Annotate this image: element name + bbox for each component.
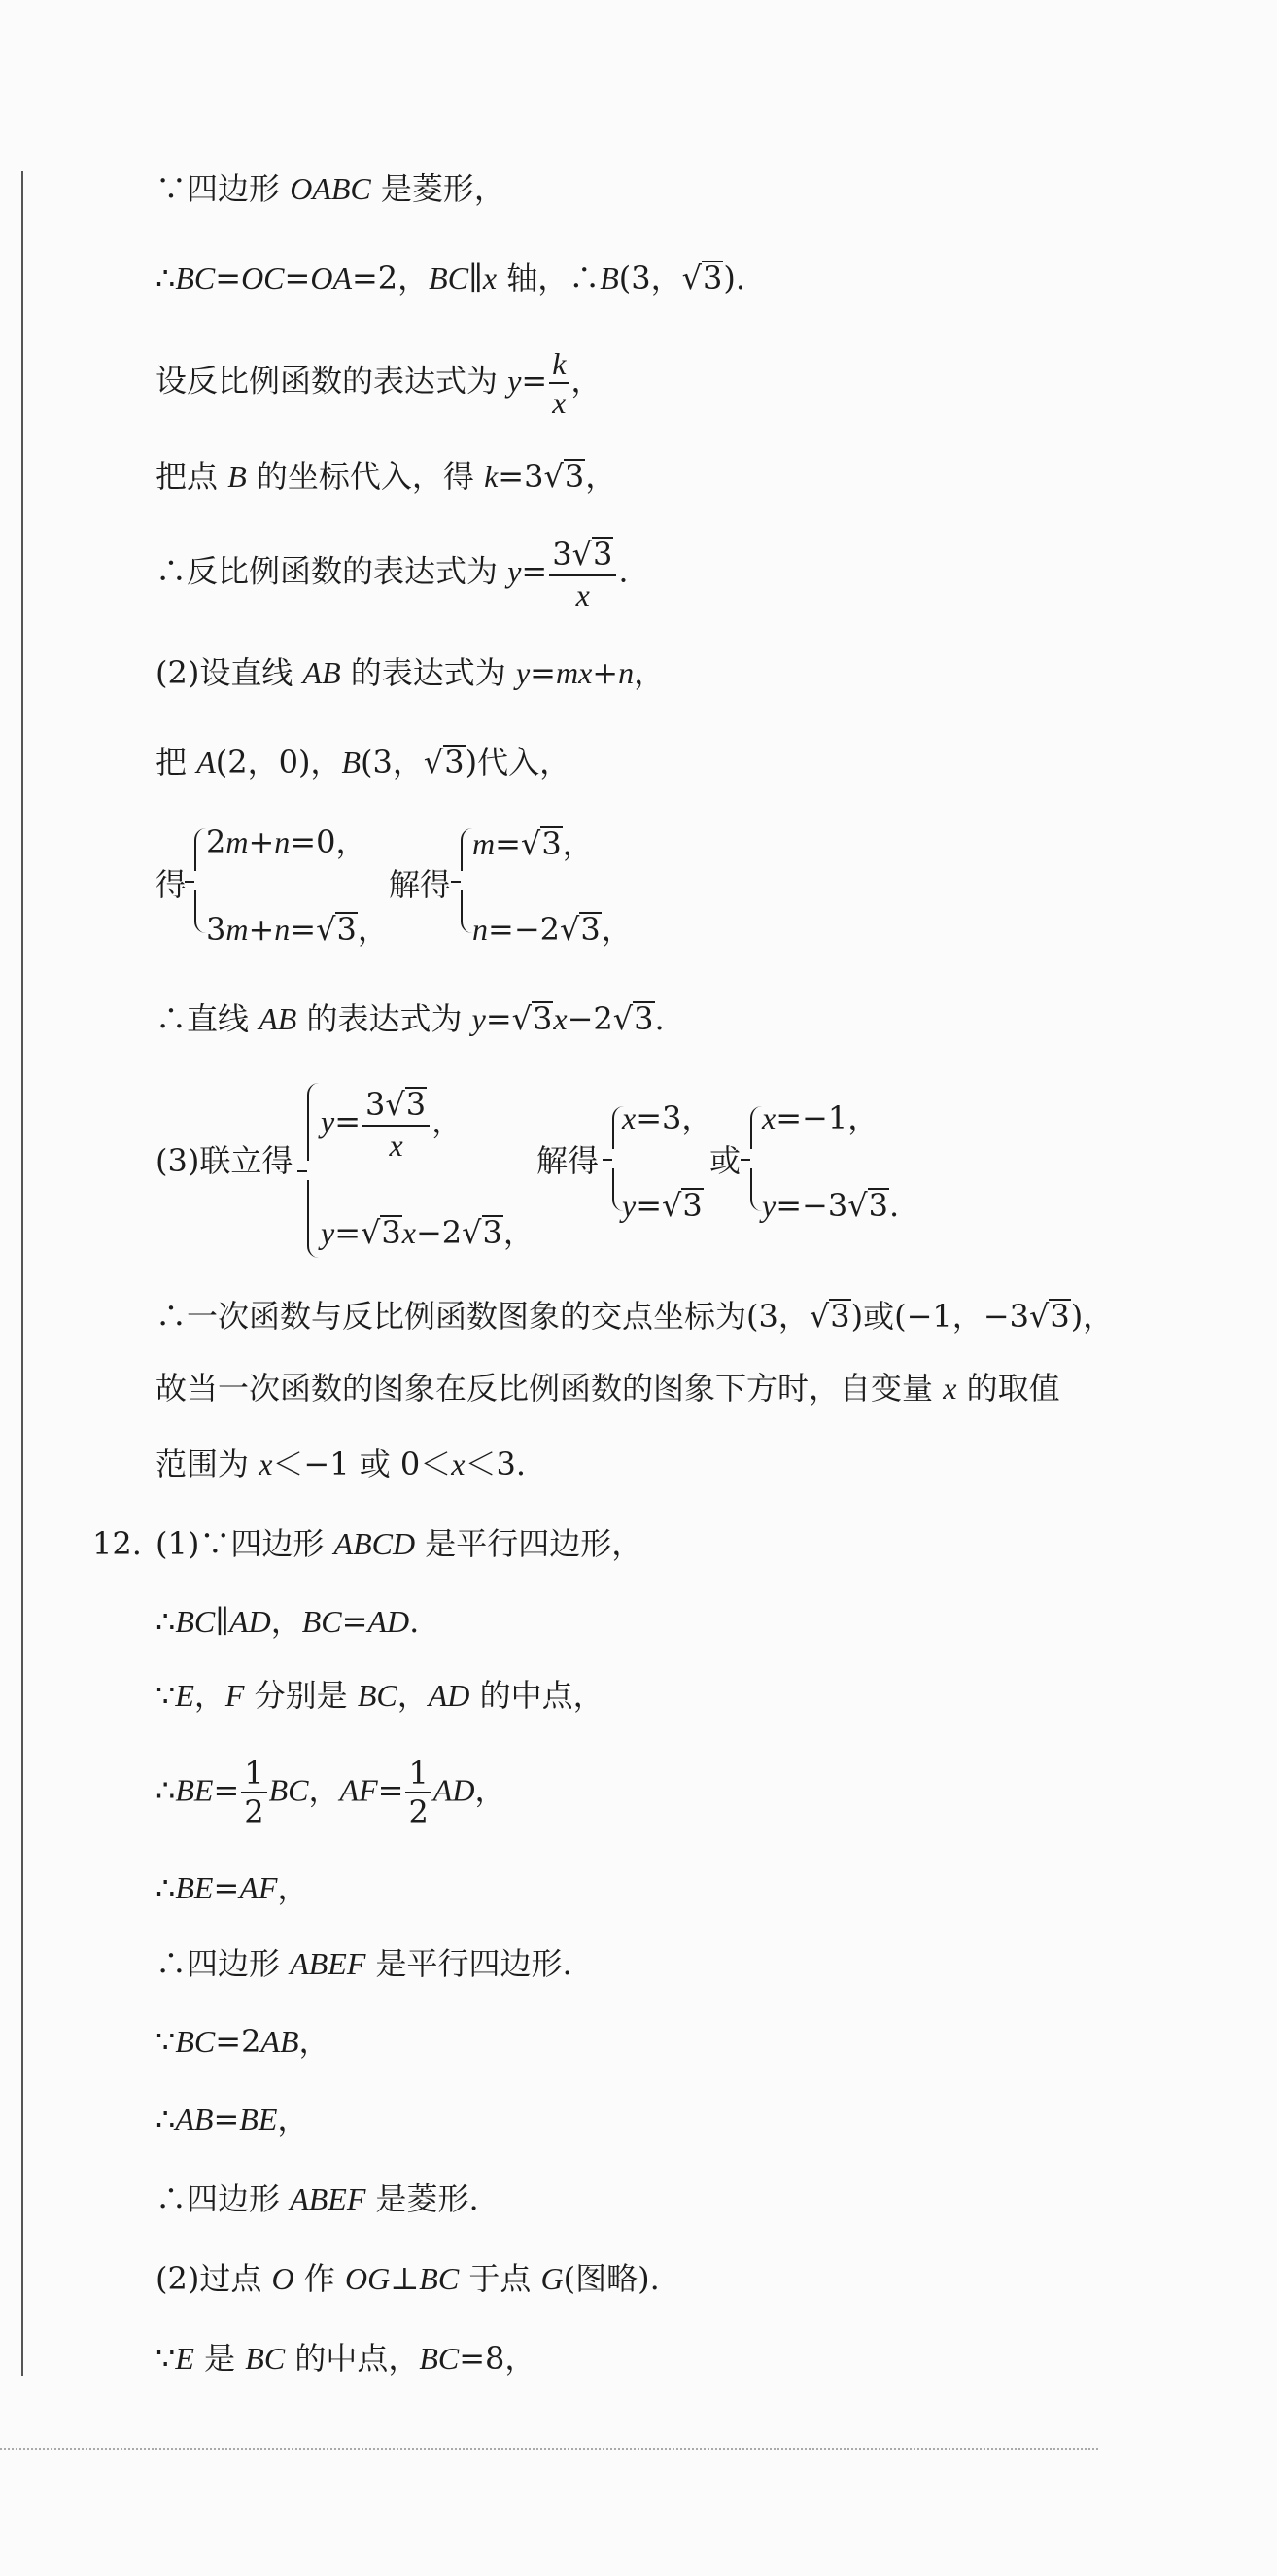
text: ∴反比例函数的表达式为 (155, 552, 508, 590)
text: ， (431, 1102, 464, 1140)
text: 设反比例函数的表达式为 (155, 362, 508, 400)
text-line-6 (155, 654, 666, 691)
therefore: ∴ (155, 1603, 176, 1640)
var: x (401, 1215, 416, 1250)
var: x (622, 1100, 637, 1135)
var: y (321, 1215, 335, 1250)
radicand: 3 (533, 1000, 553, 1037)
text: ， (357, 911, 389, 948)
var: BC (419, 2261, 460, 2296)
text-line-11 (155, 1299, 1114, 1334)
var: BE (175, 1870, 214, 1905)
brace-tip (741, 1159, 750, 1161)
fraction (362, 1087, 430, 1161)
text: ， (474, 1771, 506, 1809)
denominator: 2 (408, 1793, 429, 1830)
text: =2， (351, 260, 430, 296)
text-line-18 (155, 1869, 309, 1906)
var: AB (259, 1001, 297, 1036)
text-line-7 (155, 745, 570, 780)
text: 把点 (155, 458, 228, 495)
numerator: 1 (241, 1758, 266, 1793)
text: −2 (567, 1000, 613, 1037)
denominator: x (552, 385, 567, 420)
text: =−3 (776, 1187, 848, 1224)
text-line-5 (155, 537, 628, 610)
text: ， (562, 825, 594, 862)
var: n (274, 912, 291, 947)
brace-tip (603, 1159, 612, 1161)
text: =−1， (776, 1099, 880, 1136)
radicand: 3 (580, 911, 601, 948)
fraction (549, 348, 569, 418)
sqrt: √3 (511, 1000, 553, 1037)
text: = (521, 362, 548, 400)
var: m (225, 824, 249, 859)
brace-tip (297, 1170, 307, 1172)
brace (194, 828, 206, 871)
sqrt: √3 (847, 1187, 888, 1224)
coef: 2 (206, 823, 226, 860)
system3-line1 (321, 1087, 463, 1161)
sqrt: √3 (681, 260, 723, 296)
text: ， (601, 911, 633, 948)
coef: 3 (552, 536, 572, 573)
text: ， (502, 1214, 535, 1251)
text: + (592, 654, 619, 691)
sqrt: √3 (385, 1086, 427, 1123)
text: =3， (636, 1099, 713, 1136)
text: 是 (193, 2340, 246, 2377)
text: = (215, 260, 242, 296)
var: BE (175, 1772, 214, 1808)
var: n (618, 655, 635, 690)
text-line-21 (155, 2101, 309, 2138)
var: y (762, 1188, 777, 1223)
var: y (471, 1001, 486, 1036)
var: BC (268, 1772, 309, 1808)
text: 是平行四边形， (415, 1525, 643, 1562)
text: = (521, 552, 548, 590)
text: 是菱形， (370, 170, 505, 207)
denominator: 2 (244, 1793, 264, 1830)
var: BC (175, 1604, 216, 1639)
text-de: 得 (155, 866, 188, 903)
var: ABCD (333, 1526, 416, 1561)
therefore: ∴ (155, 1869, 176, 1906)
text: 的表达式为 (340, 654, 516, 691)
numerator (362, 1087, 430, 1127)
sqrt: √3 (662, 1187, 703, 1224)
therefore: ∴ (155, 260, 176, 296)
radicand: 3 (703, 260, 723, 296)
text: (1)∵四边形 (155, 1525, 334, 1562)
radicand: 3 (868, 1187, 888, 1224)
var: AD (229, 1604, 271, 1639)
var: O (271, 2261, 294, 2296)
radicand: 3 (564, 458, 585, 495)
text-line-1 (155, 170, 505, 207)
text-line-4 (155, 459, 616, 494)
because: ∵ (155, 2023, 176, 2060)
text: . (888, 1187, 900, 1224)
text: ∴四边形 (155, 2180, 291, 2217)
numerator: k (549, 348, 569, 384)
numerator: 1 (405, 1758, 431, 1793)
coef: 3 (365, 1086, 386, 1123)
text: =2 (215, 2023, 261, 2060)
var: BE (239, 2102, 278, 2137)
text: 作 (293, 2260, 345, 2297)
radicand: 3 (634, 1000, 654, 1037)
text: =8， (459, 2340, 536, 2377)
text: ， (298, 2023, 330, 2060)
text: 于点 (459, 2260, 541, 2297)
coef: 3 (206, 911, 226, 948)
var: B (341, 745, 361, 780)
brace (461, 890, 472, 933)
var: OC (241, 261, 285, 296)
text: ， (277, 2101, 309, 2138)
var: y (321, 1103, 335, 1139)
sqrt: √3 (809, 1298, 850, 1335)
system5-line2 (762, 1188, 899, 1223)
text: ∵四边形 (155, 170, 291, 207)
brace (461, 828, 472, 871)
var: k (484, 459, 499, 494)
text: (图略). (563, 2260, 660, 2297)
var: n (472, 912, 488, 947)
text: 的坐标代入，得 (246, 458, 485, 495)
system1-line2 (206, 912, 389, 947)
var: G (540, 2261, 564, 2296)
text: = (341, 1603, 368, 1640)
text: = (636, 1187, 663, 1224)
radicand: 3 (830, 1298, 850, 1335)
text-line-20 (155, 2023, 330, 2060)
sqrt: √3 (361, 1214, 401, 1251)
parallel-symbol: ∥ (215, 1603, 230, 1640)
perp-symbol: ⊥ (390, 2260, 420, 2297)
parallel-symbol: ∥ (468, 260, 483, 296)
system5-line1 (762, 1099, 880, 1136)
radicand: 3 (482, 1214, 502, 1251)
text: (2，0)， (215, 744, 342, 781)
text: 故当一次函数的图象在反比例函数的图象下方时，自变量 (155, 1370, 944, 1407)
brace-tip (451, 881, 461, 883)
sqrt: √3 (423, 744, 465, 781)
var: y (507, 553, 522, 589)
text: = (213, 1771, 240, 1809)
var: AF (239, 1870, 278, 1905)
text-jiede: 解得 (389, 866, 452, 903)
var: BC (301, 1604, 342, 1639)
var: m (472, 826, 496, 861)
var: n (274, 824, 291, 859)
text: . (618, 552, 629, 590)
system4-line1 (622, 1099, 713, 1136)
because: ∵ (155, 1677, 176, 1714)
therefore: ∴ (155, 2101, 176, 2138)
text-line-24 (155, 2340, 536, 2377)
var: y (515, 655, 531, 690)
left-margin-rule (21, 171, 23, 2376)
var: B (227, 459, 247, 494)
text: + (248, 823, 275, 860)
text: 的取值 (956, 1370, 1060, 1407)
var: ABEF (290, 2181, 366, 2216)
var: OA (310, 261, 352, 296)
text-jiede: 解得 (536, 1142, 600, 1179)
text: ， (308, 1771, 340, 1809)
text: = (213, 1869, 240, 1906)
radicand: 3 (541, 825, 562, 862)
text-line-12 (155, 1370, 1060, 1407)
brace (750, 1106, 762, 1149)
text: 范围为 (155, 1445, 259, 1482)
question-number: 12. (92, 1525, 142, 1562)
var: BC (419, 2341, 460, 2376)
text: 是平行四边形. (365, 1945, 572, 1982)
var: x (451, 1446, 466, 1481)
var: AD (367, 1604, 410, 1639)
text-line-16 (155, 1677, 604, 1714)
brace (194, 890, 206, 933)
var: x (482, 261, 498, 296)
text-huo: 或 (709, 1142, 742, 1179)
sqrt: √3 (571, 536, 613, 573)
text: ， (634, 654, 666, 691)
text-line-23 (155, 2260, 660, 2297)
var: BC (175, 261, 216, 296)
var: A (196, 745, 216, 780)
text: = (213, 2101, 240, 2138)
text-lianlide: (3)联立得 (155, 1142, 293, 1179)
text: )， (1070, 1298, 1115, 1335)
denominator: x (575, 576, 590, 612)
var: ABEF (290, 1946, 366, 1981)
text: = (334, 1214, 362, 1251)
footer-dotted-rule (0, 2448, 1098, 2450)
var: B (600, 261, 619, 296)
system1-line1 (206, 823, 367, 860)
text: (2)设直线 (155, 654, 303, 691)
system3-line2 (321, 1215, 535, 1250)
text: 分别是 (244, 1677, 358, 1714)
radicand: 3 (1050, 1298, 1070, 1335)
because: ∵ (155, 2340, 176, 2377)
radicand: 3 (381, 1214, 401, 1251)
text: ∴直线 (155, 1000, 259, 1037)
sqrt: √3 (1028, 1298, 1070, 1335)
text: ， (193, 1677, 225, 1714)
text: 的表达式为 (296, 1000, 472, 1037)
radicand: 3 (405, 1086, 427, 1123)
text: (2)过点 (155, 2260, 272, 2297)
text: = (334, 1102, 362, 1140)
var: m (225, 912, 249, 947)
var: BC (429, 261, 469, 296)
text-line-2 (155, 261, 745, 296)
text: = (290, 911, 317, 948)
text-line-3 (155, 348, 602, 418)
var: BC (175, 2024, 216, 2059)
denominator: x (389, 1127, 403, 1163)
text: . (409, 1603, 420, 1640)
text: 是菱形. (365, 2180, 479, 2217)
text: ， (585, 458, 617, 495)
brace (307, 1083, 319, 1161)
text: =−2 (488, 911, 560, 948)
text: (3， (618, 260, 682, 296)
var: AB (302, 655, 341, 690)
var: AD (432, 1772, 475, 1808)
sqrt: √3 (612, 1000, 654, 1037)
text: 轴，∴ (497, 260, 601, 296)
text-line-19 (155, 1945, 572, 1982)
brace (307, 1180, 319, 1258)
var: x (553, 1001, 568, 1036)
fraction (241, 1755, 266, 1830)
text: ， (270, 1603, 302, 1640)
sqrt: √3 (316, 911, 357, 948)
text: =0， (290, 823, 367, 860)
text: ∴四边形 (155, 1945, 291, 1982)
text: 的中点， (285, 2340, 420, 2377)
text: + (248, 911, 275, 948)
system4-line2 (622, 1188, 704, 1223)
var: AB (175, 2102, 214, 2137)
text: ＜3. (465, 1445, 527, 1482)
text-line-22 (155, 2180, 479, 2217)
system2-line2 (472, 912, 633, 947)
var: OABC (290, 171, 371, 206)
var: y (507, 363, 522, 399)
var: x (943, 1371, 957, 1406)
text: = (485, 1000, 512, 1037)
sqrt: √3 (462, 1214, 502, 1251)
var: AF (339, 1772, 378, 1808)
var: AB (260, 2024, 299, 2059)
numerator (549, 537, 616, 576)
brace-tip (185, 881, 194, 883)
var: x (259, 1446, 273, 1481)
text: −2 (415, 1214, 463, 1251)
fraction (549, 537, 616, 610)
sqrt: √3 (520, 825, 562, 862)
therefore: ∴ (155, 1771, 176, 1809)
text-line-14 (155, 1525, 643, 1562)
var: BC (245, 2341, 286, 2376)
text: = (284, 260, 311, 296)
text: . (654, 1000, 665, 1037)
text: = (530, 654, 556, 691)
var: OG (344, 2261, 391, 2296)
radicand: 3 (592, 536, 613, 573)
var: mx (555, 655, 593, 690)
system2-line1 (472, 826, 594, 861)
text-line-17 (155, 1755, 506, 1830)
sqrt: √3 (543, 458, 585, 495)
var: AD (428, 1678, 470, 1713)
text-line-13 (155, 1445, 527, 1482)
var: BC (357, 1678, 397, 1713)
text: = (377, 1771, 404, 1809)
radicand: 3 (336, 911, 357, 948)
text: =3 (498, 458, 544, 495)
var: y (622, 1188, 637, 1223)
fraction (405, 1755, 431, 1830)
text: ＜−1 或 0＜ (272, 1445, 452, 1482)
text: )或(−1，−3 (850, 1298, 1029, 1335)
text: ). (723, 260, 746, 296)
text: ， (277, 1869, 309, 1906)
text: ∴一次函数与反比例函数图象的交点坐标为(3， (155, 1298, 810, 1335)
text: (3， (360, 744, 424, 781)
var: E (175, 1678, 194, 1713)
var: F (224, 1678, 245, 1713)
text-line-15 (155, 1603, 420, 1640)
text: 把 (155, 744, 197, 781)
var: x (762, 1100, 777, 1135)
text: 的中点， (469, 1677, 604, 1714)
var: E (175, 2341, 194, 2376)
text: )代入， (465, 744, 571, 781)
text-line-9 (155, 1001, 665, 1036)
text: = (495, 825, 521, 862)
text: ， (570, 362, 603, 400)
sqrt: √3 (559, 911, 601, 948)
brace (750, 1168, 762, 1211)
radicand: 3 (444, 744, 465, 781)
radicand: 3 (682, 1187, 703, 1224)
text: ， (397, 1677, 429, 1714)
